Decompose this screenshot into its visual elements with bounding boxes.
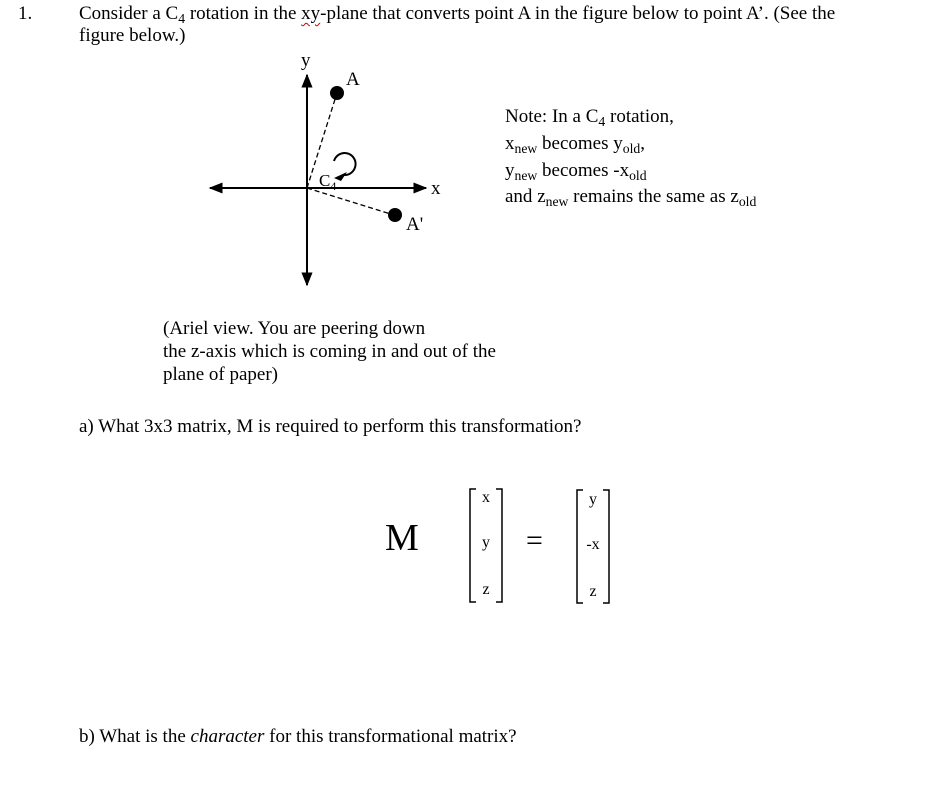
part-a-question: a) What 3x3 matrix, M is required to perform this transformation? bbox=[79, 416, 582, 437]
rotation-label-c: C bbox=[319, 171, 331, 190]
spellcheck-word: xy bbox=[301, 3, 321, 24]
note-line-1-sub: 4 bbox=[598, 114, 606, 130]
rotation-arrow-icon bbox=[334, 153, 356, 175]
part-b-text-a: b) What is the bbox=[79, 726, 191, 747]
note-line-3-c: x bbox=[619, 160, 630, 181]
left-vector-x: x bbox=[482, 489, 490, 506]
note-line-3-b: becomes - bbox=[537, 160, 620, 181]
y-axis-label: y bbox=[301, 50, 311, 71]
note-line-4-b: z bbox=[537, 186, 546, 207]
note-line-1 bbox=[505, 106, 674, 128]
note-line-3-a-sub: new bbox=[514, 168, 538, 184]
note-line-2 bbox=[505, 133, 645, 155]
note-line-4-b-sub: new bbox=[545, 194, 569, 210]
note-line-4-a: and bbox=[505, 186, 538, 207]
part-b-italic-word: character bbox=[190, 726, 265, 747]
caption-line-2: the z-axis which is coming in and out of the bbox=[163, 341, 496, 362]
note-line-2-c-sub: old bbox=[622, 141, 641, 157]
point-a-label: A bbox=[346, 69, 360, 90]
point-a-prime-dot bbox=[388, 208, 402, 222]
x-axis-label: x bbox=[431, 178, 441, 199]
right-vector-z: z bbox=[589, 583, 597, 600]
left-vector-y: y bbox=[482, 534, 490, 551]
right-vector-y: y bbox=[589, 491, 597, 508]
note-line-2-c: y bbox=[613, 133, 623, 154]
note-line-4-d-sub: old bbox=[738, 194, 757, 210]
note-line-3-c-sub: old bbox=[629, 168, 647, 184]
question-line-1 bbox=[79, 2, 835, 25]
caption-line-3: plane of paper) bbox=[163, 364, 278, 385]
question-text-b: rotation in the bbox=[185, 3, 302, 24]
matrix-m-label: M bbox=[385, 517, 419, 559]
note-line-3-a: y bbox=[505, 160, 515, 181]
question-text-a: Consider a C bbox=[79, 3, 179, 24]
rotation-figure bbox=[200, 45, 460, 295]
dashed-line-a-prime bbox=[307, 188, 394, 215]
point-a-dot bbox=[330, 86, 344, 100]
note-line-3 bbox=[505, 160, 647, 182]
question-subscript: 4 bbox=[178, 11, 186, 27]
note-line-2-a-sub: new bbox=[514, 141, 538, 157]
part-b-question bbox=[79, 725, 517, 748]
part-b-text-b: for this transformational matrix? bbox=[264, 726, 517, 747]
note-line-2-d: , bbox=[640, 133, 645, 154]
question-text-c: -plane that converts point A in the figure below to point A’. (See the bbox=[320, 3, 836, 24]
note-line-1-b: rotation, bbox=[605, 106, 674, 127]
note-line-4-d: z bbox=[730, 186, 739, 207]
note-line-4-c: remains the same as bbox=[568, 186, 731, 207]
equals-sign: = bbox=[526, 524, 543, 557]
point-a-prime-label: A' bbox=[406, 214, 424, 235]
caption-line-1: (Ariel view. You are peering down bbox=[163, 318, 426, 339]
note-line-2-b: becomes bbox=[537, 133, 614, 154]
rotation-label-sub: 4 bbox=[330, 179, 337, 193]
note-line-1-a: Note: In a C bbox=[505, 106, 599, 127]
question-number: 1. bbox=[18, 3, 33, 24]
note-line-4 bbox=[505, 186, 756, 208]
note-line-2-a: x bbox=[505, 133, 515, 154]
left-vector-z: z bbox=[482, 581, 490, 598]
right-vector-neg-x: -x bbox=[586, 536, 600, 553]
rotation-label bbox=[319, 171, 336, 193]
question-line-2: figure below.) bbox=[79, 25, 186, 46]
